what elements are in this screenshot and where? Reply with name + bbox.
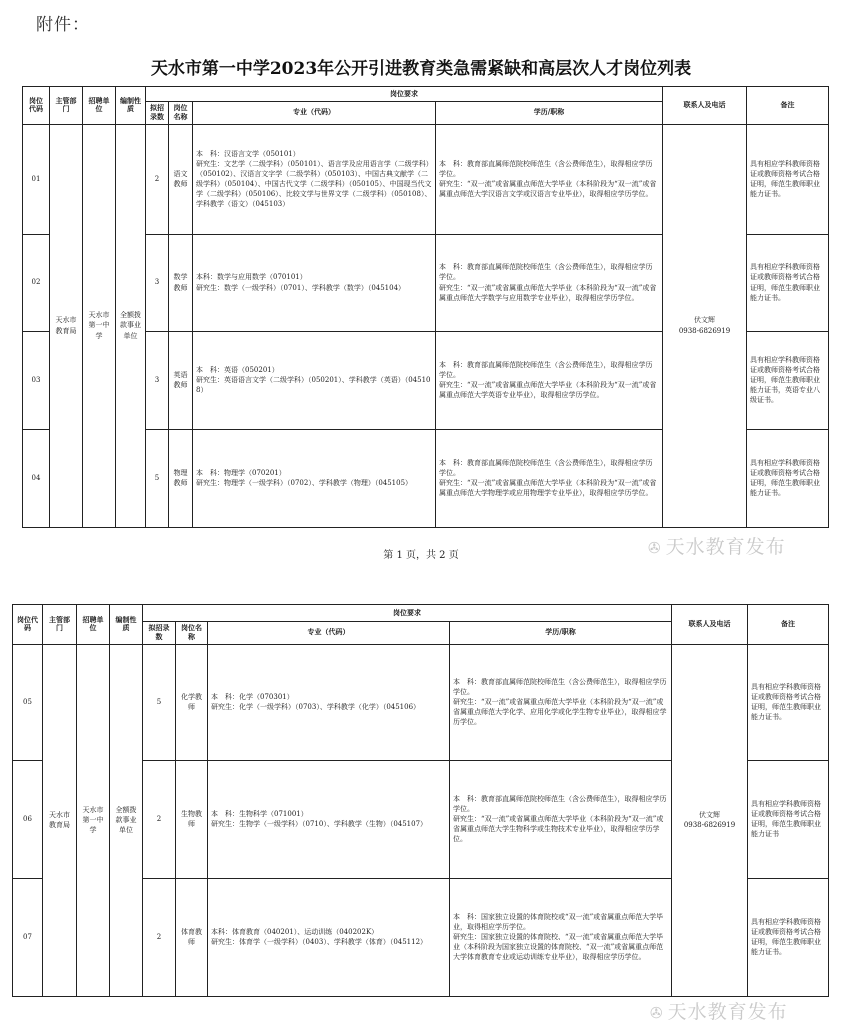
post-name: 体育教师 <box>176 878 208 996</box>
watermark-text: 天水教育发布 <box>667 1001 788 1023</box>
header-post: 岗位名称 <box>176 622 208 645</box>
note-cell: 具有相应学科教师资格证或教师资格考试合格证明，师范生教师职业能力证书。 <box>748 644 829 760</box>
header-dept: 主管部门 <box>43 605 77 645</box>
post-code: 02 <box>23 234 50 331</box>
post-name: 语文教师 <box>169 124 193 234</box>
contact-cell: 伏文辉 0938-6826919 <box>663 124 747 527</box>
table-row <box>23 124 829 234</box>
header-major: 专业（代码） <box>193 102 436 125</box>
header-edu: 学历/职称 <box>436 102 663 125</box>
edu-cell: 本 科：教育部直属师范院校师范生（含公费师范生），取得相应学历学位。 研究生：“双一流”或省属重点师范大学毕业（本科阶段为“双一流”或省属重点师范大学汉语言文学或汉语言专业毕业），取得相应学历学位。 <box>436 124 663 234</box>
wechat-icon: ✇ <box>648 539 662 557</box>
hire-count: 2 <box>143 878 176 996</box>
header-nature: 编制性质 <box>110 605 143 645</box>
header-major: 专业（代码） <box>208 622 450 645</box>
header-code: 岗位代码 <box>13 605 43 645</box>
hire-count: 2 <box>143 760 176 878</box>
hire-count: 3 <box>146 234 169 331</box>
job-table-page-1 <box>22 86 829 528</box>
note-cell: 具有相应学科教师资格证或教师资格考试合格证明，师范生教师职业能力证书，英语专业八级证书。 <box>747 331 829 429</box>
major-cell: 本 科：化学（070301） 研究生：化学（一级学科）（0703）、学科教学（化学）（045106） <box>208 644 450 760</box>
edu-cell: 本 科：教育部直属师范院校师范生（含公费师范生），取得相应学历学位。 研究生：“双一流”或省属重点师范大学毕业（本科阶段为“双一流”或省属重点师范大学数学与应用数学专业毕业），取得相应学历学位。 <box>436 234 663 331</box>
major-cell: 本 科：汉语言文学（050101） 研究生：文艺学（二级学科）（050101）、语言学及应用语言学（二级学科）（050102）、汉语言文字学（二级学科）（050103）、中国古典文献学（二级学科）（050104）、中国古代文学（二级学科）（050105）、中国现当代文学（二级学科）（050106）、比较文学与世界文学（二级学科）（050108）、学科教学（语文）（045103） <box>193 124 436 234</box>
major-cell: 本 科：物理学（070201） 研究生：物理学（一级学科）（0702）、学科教学（物理）（045105） <box>193 429 436 527</box>
job-table-page-2 <box>12 604 829 997</box>
attachment-label: 附件： <box>36 15 90 35</box>
post-name: 物理教师 <box>169 429 193 527</box>
header-post: 岗位名称 <box>169 102 193 125</box>
header-dept: 主管部门 <box>50 87 83 125</box>
page-footer: 第 1 页，共 2 页 <box>383 550 459 561</box>
note-cell: 具有相应学科教师资格证或教师资格考试合格证明，师范生教师职业能力证书。 <box>747 234 829 331</box>
post-name: 化学教师 <box>176 644 208 760</box>
note-cell: 具有相应学科教师资格证或教师资格考试合格证明，师范生教师职业能力证书。 <box>747 124 829 234</box>
post-code: 04 <box>23 429 50 527</box>
header-unit: 招聘单位 <box>83 87 116 125</box>
post-name: 生物教师 <box>176 760 208 878</box>
nature-cell: 全额拨款事业单位 <box>116 124 146 527</box>
post-code: 03 <box>23 331 50 429</box>
post-code: 07 <box>13 878 43 996</box>
header-note: 备注 <box>748 605 829 645</box>
hire-count: 5 <box>146 429 169 527</box>
note-cell: 具有相应学科教师资格证或教师资格考试合格证明，师范生教师职业能力证书。 <box>748 878 829 996</box>
edu-cell: 本 科：教育部直属师范院校师范生（含公费师范生），取得相应学历学位。 研究生：“双一流”或省属重点师范大学毕业（本科阶段为“双一流”或省属重点师范大学化学、应用化学或化学生物专业毕业），取得相应学历学位。 <box>450 644 672 760</box>
watermark-text: 天水教育发布 <box>665 536 786 558</box>
watermark <box>650 997 788 1024</box>
major-cell: 本科：数学与应用数学（070101） 研究生：数学（一级学科）（0701）、学科教学（数学）（045104） <box>193 234 436 331</box>
hire-count: 3 <box>146 331 169 429</box>
edu-cell: 本 科：教育部直属师范院校师范生（含公费师范生），取得相应学历学位。 研究生：“双一流”或省属重点师范大学毕业（本科阶段为“双一流”或省属重点师范大学生物科学或生物技术专业毕业），取得相应学历学位。 <box>450 760 672 878</box>
major-cell: 本 科：生物科学（071001） 研究生：生物学（一级学科）（0710）、学科教学（生物）（045107） <box>208 760 450 878</box>
note-cell: 具有相应学科教师资格证或教师资格考试合格证明，师范生教师职业能力证书 <box>748 760 829 878</box>
dept-cell: 天水市教育局 <box>50 124 83 527</box>
note-cell: 具有相应学科教师资格证或教师资格考试合格证明，师范生教师职业能力证书。 <box>747 429 829 527</box>
dept-cell: 天水市教育局 <box>43 644 77 996</box>
edu-cell: 本 科：教育部直属师范院校师范生（含公费师范生），取得相应学历学位。 研究生：“双一流”或省属重点师范大学毕业（本科阶段为“双一流”或省属重点师范大学英语专业毕业），取得相应学历学位。 <box>436 331 663 429</box>
edu-cell: 本 科：教育部直属师范院校师范生（含公费师范生），取得相应学历学位。 研究生：“双一流”或省属重点师范大学毕业（本科阶段为“双一流”或省属重点师范大学物理学或应用物理学专业毕业），取得相应学历学位。 <box>436 429 663 527</box>
header-count: 拟招录数 <box>143 622 176 645</box>
hire-count: 5 <box>143 644 176 760</box>
document-title: 天水市第一中学2023年公开引进教育类急需紧缺和高层次人才岗位列表 <box>150 59 692 79</box>
header-unit: 招聘单位 <box>77 605 110 645</box>
post-name: 数学教师 <box>169 234 193 331</box>
post-code: 01 <box>23 124 50 234</box>
major-cell: 本 科：英语（050201） 研究生：英语语言文学（二级学科）（050201）、学科教学（英语）（045108） <box>193 331 436 429</box>
header-contact: 联系人及电话 <box>663 87 747 125</box>
post-name: 英语教师 <box>169 331 193 429</box>
major-cell: 本科：体育教育（040201）、运动训练（040202K） 研究生：体育学（一级学科）（0403）、学科教学（体育）（045112） <box>208 878 450 996</box>
header-edu: 学历/职称 <box>450 622 672 645</box>
edu-cell: 本 科：国家独立设置的体育院校或“双一流”或省属重点师范大学毕业，取得相应学历学位。 研究生：国家独立设置的体育院校、“双一流”或省属重点师范大学毕业（本科阶段为国家独立设置的体育院校、“双一流”或省属重点师范大学体育教育专业或运动训练专业毕业），取得相应学历学位。 <box>450 878 672 996</box>
header-count: 拟招录数 <box>146 102 169 125</box>
post-code: 06 <box>13 760 43 878</box>
watermark <box>648 532 786 559</box>
unit-cell: 天水市第一中学 <box>77 644 110 996</box>
header-nature: 编制性质 <box>116 87 146 125</box>
header-requirements: 岗位要求 <box>146 87 663 102</box>
header-requirements: 岗位要求 <box>143 605 672 622</box>
post-code: 05 <box>13 644 43 760</box>
unit-cell: 天水市第一中学 <box>83 124 116 527</box>
nature-cell: 全额拨款事业单位 <box>110 644 143 996</box>
header-contact: 联系人及电话 <box>672 605 748 645</box>
header-note: 备注 <box>747 87 829 125</box>
header-code: 岗位代码 <box>23 87 50 125</box>
hire-count: 2 <box>146 124 169 234</box>
wechat-icon: ✇ <box>650 1004 664 1022</box>
contact-cell: 伏文辉 0938-6826919 <box>672 644 748 996</box>
table-row <box>13 644 829 760</box>
